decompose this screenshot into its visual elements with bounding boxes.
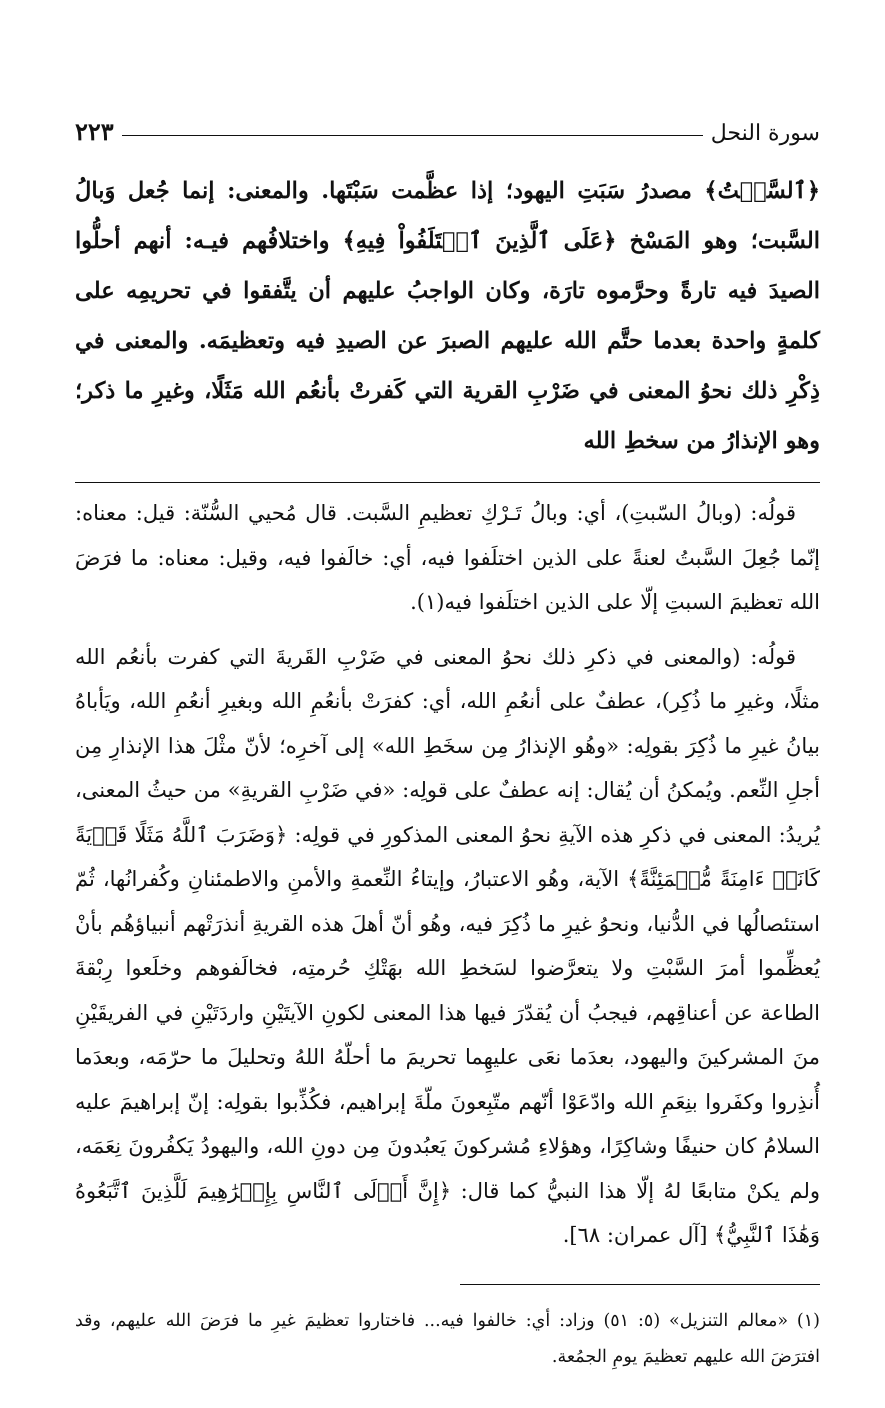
header-rule	[122, 135, 703, 136]
footnote: (١) «معالم التنزيل» (٥: ٥١) وزاد: أي: خالفوا فيه... فاختاروا تعظيمَ غيرِ ما فرَضَ الله عليهم، وقد افترَضَ الله عليهم تعظيمَ يومِ الجمُعة.	[75, 1310, 820, 1367]
commentary	[75, 491, 820, 1258]
main-text-divider	[75, 482, 820, 483]
footnote-divider	[460, 1284, 820, 1285]
running-header	[75, 100, 820, 146]
book-page	[75, 100, 820, 1375]
page-number: ٢٢٣	[75, 117, 114, 146]
commentary-paragraph-1: قولُه: (وبالُ السّبتِ)، أي: وبالُ تَـرْكِ تعظيمِ السَّبت. قال مُحيي السُّنّة: قيل: معناه: إنّما جُعِلَ السَّبتُ لعنةً على الذين اختلَفوا فيه، أي: خالَفوا فيه، وقيل: معناه: ما فرَضَ الله تعظيمَ السبتِ إلّا على الذين اختلَفوا فيه(١).	[75, 501, 820, 614]
commentary-paragraph-2: قولُه: (والمعنى في ذكرِ ذلك نحوُ المعنى في ضَرْبِ القَريةَ التي كفرت بأنعُم الله مثلًا، وغيرِ ما ذُكِر)، عطفٌ على أنعُمِ الله، أي: كفرَتْ بأنعُمِ الله وبغيرِ أنعُمِ الله، ويَأباهُ بيانُ غيرِ ما ذُكِرَ بقولِه: «وهُو الإنذارُ مِن سخَطِ الله» إلى آخرِه؛ لأنّ مثْلَ هذا الإنذارِ مِن أجلِ النِّعم. ويُمكنُ أن يُقال: إنه عطفٌ على قولِه: «في ضَرْبِ القريةِ» من حيثُ المعنى، يُريدُ: المعنى في ذكرِ هذه الآيةِ نحوُ المعنى المذكورِ في قولِه: ﴿وَضَرَبَ ٱللَّهُ مَثَلًا قَرۡيَةً كَانَتۡ ءَامِنَةً مُّطۡمَئِنَّةً﴾ الآية، وهُو الاعتبارُ، وإيتاءُ النِّعمةِ والأمنِ والاطمئنانِ وكُفرانُها، ثُمّ استئصالُها في الدُّنيا، ونحوُ غيرِ ما ذُكِرَ فيه، وهُو أنّ أهلَ هذه القريةِ أنذرَتْهم أنبياؤهُم بأنْ يُعظِّموا أمرَ السَّبْتِ ولا يتعرَّضوا لسَخطِ الله بهَتْكِ حُرمتِه، فخالَفوهم وخلَعوا رِبْقةَ الطاعة عن أعناقِهم، فيجبُ أن يُقدّرَ فيها هذا المعنى لكونِ الآيتَيْنِ واردَتَيْنِ في الفريقَيْنِ منَ المشركينَ واليهود، بعدَما نعَى عليهِما تحريمَ ما أحلّهُ اللهُ وتحليلَ ما حرّمَه، وبعدَما أُنذِروا وكفَروا بنِعَمِ الله وادّعَوْا أنّهم متّبِعونَ ملّةَ إبراهيم، فكُذِّبوا بقولِه: إنّ إبراهيمَ عليه السلامُ كان حنيفًا وشاكِرًا، وهؤلاءِ مُشركونَ يَعبُدونَ مِن دونِ الله، واليهودُ يَكفُرونَ نِعَمَه، ولم يكنْ متابعًا لهُ إلّا هذا النبيُّ كما قال: ﴿إِنَّ أَوۡلَى ٱلنَّاسِ بِإِبۡرَٰهِيمَ لَلَّذِينَ ٱتَّبَعُوهُ وَهَٰذَا ٱلنَّبِيُّ﴾ [آل عمران: ٦٨].	[75, 644, 820, 1247]
main-text: ﴿ٱلسَّبۡتُ﴾ مصدرُ سَبَتِ اليهود؛ إذا عظَّمت سَبْتَها. والمعنى: إنما جُعل وَبالُ السَّبت؛ وهو المَسْخ ﴿عَلَى ٱلَّذِينَ ٱخۡتَلَفُواْ فِيهِ﴾ واختلافُهم فيـه: أنهم أحلُّوا الصيدَ فيه تارةً وحرَّموه تارَة، وكان الواجبُ عليهم أن يتَّفقوا في تحريمِه على كلمةٍ واحدة بعدما حتَّم الله عليهم الصبرَ عن الصيدِ فيه وتعظيمَه. والمعنى في ذِكْرِ ذلك نحوُ المعنى في ضَرْبِ القرية التي كَفرتْ بأنعُم الله مَثَلًا، وغيرِ ما ذكر؛ وهو الإنذارُ من سخطِ الله	[75, 178, 820, 454]
surah-title: سورة النحل	[710, 121, 820, 146]
